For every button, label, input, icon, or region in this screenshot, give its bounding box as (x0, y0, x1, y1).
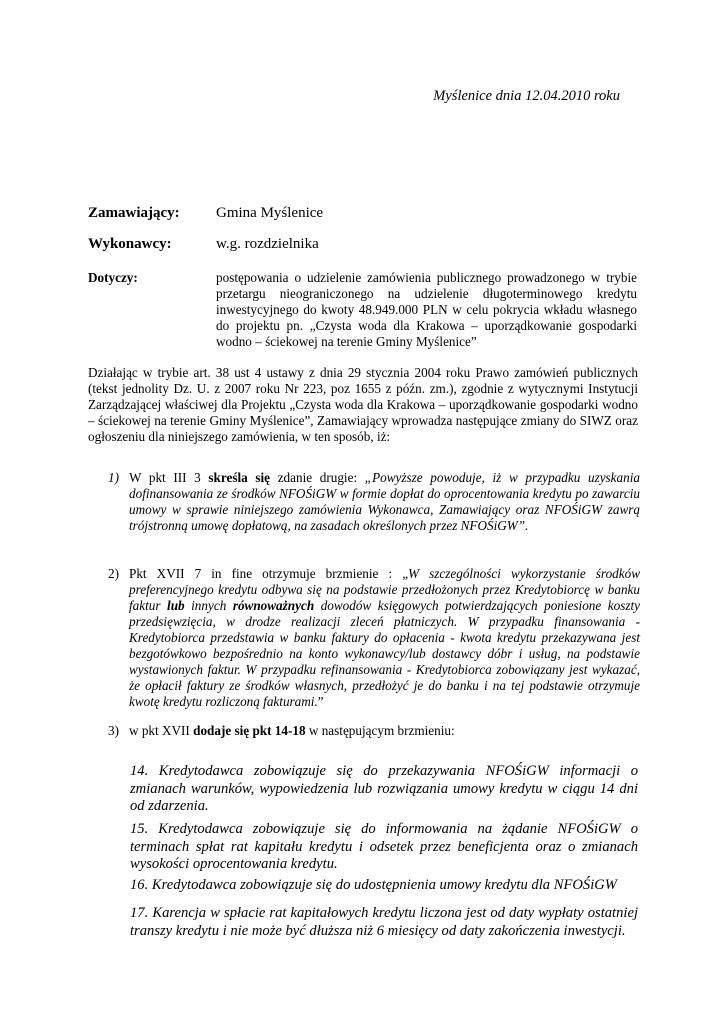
document-date: Myślenice dnia 12.04.2010 roku (433, 88, 620, 104)
item-emphasis: lub (167, 598, 185, 613)
subject-text: postępowania o udzielenie zamówienia publicznego prowadzonego w trybie przetargu nieograniczonego na udzielenie długoterminowego kredytu inwestycyjnego do kwoty 48.949.000 PLN w celu pokrycia wkładu własnego do projektu pn. „Czysta woda dla Krakowa – uporządkowanie gospodarki wodno – ściekowej na terenie Gminy Myślenice” (216, 270, 637, 349)
item-text: w pkt XVII (129, 723, 194, 738)
item-quote: dowodów księgowych potwierdzających poniesione koszty przedsięwzięcia, w drodze realizacji zleceń płatniczych. W przypadku finansowania - Kredytobiorca przedstawia w banku faktury do opłacenia - kwota kredytu przekazywana jest bezgotówkowo bezpośrednio na konto wykonawcy/lub dostawcy dóbr i usług, na podstawie wystawionych faktur. W przypadku refinansowania - Kredytobiorca zobowiązany jest wykazać, że opłacił faktury ze środków własnych, przedłożyć je do banku i na tej podstawie otrzymuje kwotę kredytu rozliczoną fakturami. (129, 598, 640, 709)
subject-label: Dotyczy: (88, 270, 138, 285)
point-14: 14. Kredytodawca zobowiązuje się do przekazywania NFOŚiGW informacji o zmianach warunków, wypowiedzenia lub rozwiązania umowy kredytu w ciągu 14 dni od zdarzenia. (130, 763, 638, 814)
list-item-2 (108, 566, 640, 710)
list-item-number: 2) (108, 566, 119, 581)
item-text: ” (317, 694, 324, 709)
point-15: 15. Kredytodawca zobowiązuje się do informowania na żądanie NFOŚiGW o terminach spłat rat kapitału kredytu i odsetek przez beneficjenta oraz o zmianach wysokości oprocentowania kredytu. (130, 821, 638, 872)
item-text: w następującym brzmieniu: (305, 723, 455, 738)
list-item-1 (108, 470, 640, 534)
item-emphasis: dodaje się pkt 14-18 (193, 723, 306, 738)
ordering-party-label: Zamawiający: (88, 205, 180, 221)
point-17: 17. Karencja w spłacie rat kapitałowych kredytu liczona jest od daty wypłaty ostatniej transzy kredytu i nie może być dłuższa niż 6 miesięcy od daty zakończenia inwestycji. (130, 905, 638, 939)
item-emphasis: skreśla się (208, 470, 271, 485)
ordering-party-value: Gmina Myślenice (216, 205, 324, 221)
item-quote: „Powyższe powoduje, iż w przypadku uzyskania dofinansowania ze środków NFOŚiGW w formie dopłat do oprocentowania kredytu po zawarciu umowy w sprawie niniejszego zamówienia Wykonawca, Zamawiający oraz NFOŚiGW zawrą trójstronną umowę dopłatową, na zasadach określonych przez NFOŚiGW”. (129, 470, 640, 533)
list-item-number: 1) (108, 470, 119, 485)
item-emphasis: równoważnych (232, 598, 315, 613)
point-16: 16. Kredytodawca zobowiązuje się do udostępnienia umowy kredytu dla NFOŚiGW (130, 877, 617, 893)
item-text: zdanie drugie: (270, 470, 365, 485)
contractors-label: Wykonawcy: (88, 236, 172, 252)
item-quote: innych (184, 598, 233, 613)
contractors-value: w.g. rozdzielnika (216, 236, 319, 252)
item-quote: W szczególności wykorzystanie środków preferencyjnego kredytu odbywa się na podstawie przedłożonych przez Kredytobiorcę w banku faktur (129, 566, 640, 613)
list-item-3 (108, 723, 640, 739)
item-text: W pkt III 3 (129, 470, 209, 485)
item-text: Pkt XVII 7 in fine otrzymuje brzmienie : „ (129, 566, 409, 581)
list-item-number: 3) (108, 723, 119, 738)
intro-paragraph: Działając w trybie art. 38 ust 4 ustawy z dnia 29 stycznia 2004 roku Prawo zamówień publicznych (tekst jednolity Dz. U. z 2007 roku Nr 223, poz 1655 z późn. zm.), zgodnie z wytycznymi Instytucji Zarządzającej właściwej dla Projektu „Czysta woda dla Krakowa – uporządkowanie gospodarki wodno – ściekowej na terenie Gminy Myślenice”, Zamawiający wprowadza następujące zmiany do SIWZ oraz ogłoszeniu dla niniejszego zamówienia, w ten sposób, iż: (88, 365, 638, 444)
